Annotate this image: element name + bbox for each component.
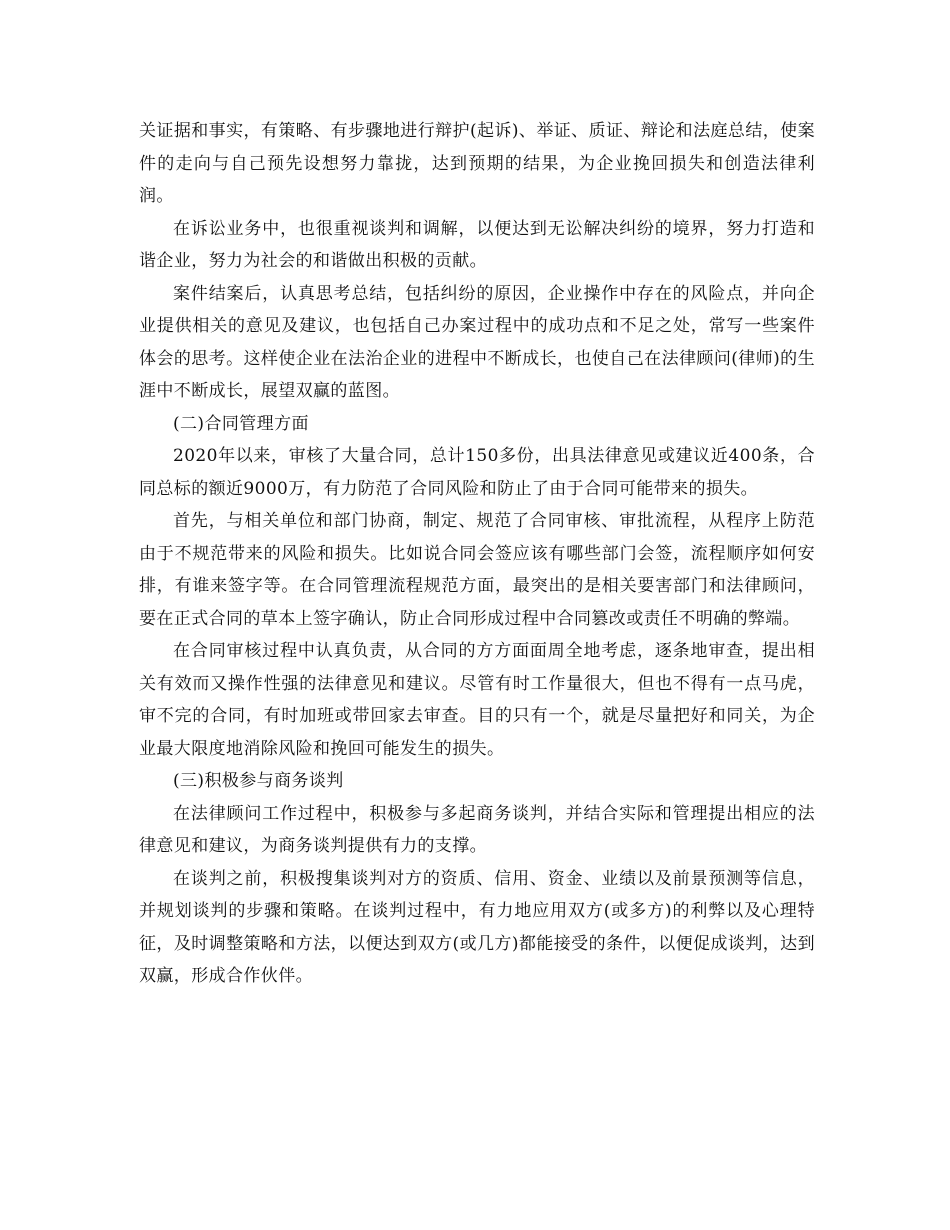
paragraph-contract-stats: 2020年以来，审核了大量合同，总计150多份，出具法律意见或建议近400条，合同总标的额近9000万，有力防范了合同风险和防止了由于合同可能带来的损失。 [139, 446, 815, 499]
paragraph-case-summary: 案件结案后，认真思考总结，包括纠纷的原因，企业操作中存在的风险点，并向企业提供相关的意见及建议，也包括自己办案过程中的成功点和不足之处，常写一些案件体会的思考。这样使企业在法治企业的进程中不断成长，也使自己在法律顾问(律师)的生涯中不断成长，展望双赢的蓝图。 [139, 283, 815, 401]
document-body [139, 115, 815, 993]
section-heading-contract-management: (二)合同管理方面 [173, 413, 309, 434]
paragraph-contract-process: 首先，与相关单位和部门协商，制定、规范了合同审核、审批流程，从程序上防范由于不规范带来的风险和损失。比如说合同会签应该有哪些部门会签，流程顺序如何安排，有谁来签字等。在合同管理流程规范方面，最突出的是相关要害部门和法律顾问，要在正式合同的草本上签字确认，防止合同形成过程中合同篡改或责任不明确的弊端。 [139, 511, 815, 629]
paragraph-negotiation-participation: 在法律顾问工作过程中，积极参与多起商务谈判，并结合实际和管理提出相应的法律意见和建议，为商务谈判提供有力的支撑。 [139, 803, 815, 856]
paragraph-litigation-negotiation: 在诉讼业务中，也很重视谈判和调解，以便达到无讼解决纠纷的境界，努力打造和谐企业，努力为社会的和谐做出积极的贡献。 [139, 218, 815, 271]
paragraph-negotiation-strategy: 在谈判之前，积极搜集谈判对方的资质、信用、资金、业绩以及前景预测等信息，并规划谈判的步骤和策略。在谈判过程中，有力地应用双方(或多方)的利弊以及心理特征，及时调整策略和方法，以便达到双方(或几方)都能接受的条件，以便促成谈判，达到双赢，形成合作伙伴。 [139, 868, 815, 986]
paragraph-contract-review: 在合同审核过程中认真负责，从合同的方方面面周全地考虑，逐条地审查，提出相关有效而又操作性强的法律意见和建议。尽管有时工作量很大，但也不得有一点马虎，审不完的合同，有时加班或带回家去审查。目的只有一个，就是尽量把好和同关，为企业最大限度地消除风险和挽回可能发生的损失。 [139, 641, 815, 759]
paragraph-continued: 关证据和事实，有策略、有步骤地进行辩护(起诉)、举证、质证、辩论和法庭总结，使案件的走向与自己预先设想努力靠拢，达到预期的结果，为企业挽回损失和创造法律利润。 [139, 121, 815, 206]
section-heading-business-negotiation: (三)积极参与商务谈判 [173, 771, 344, 791]
